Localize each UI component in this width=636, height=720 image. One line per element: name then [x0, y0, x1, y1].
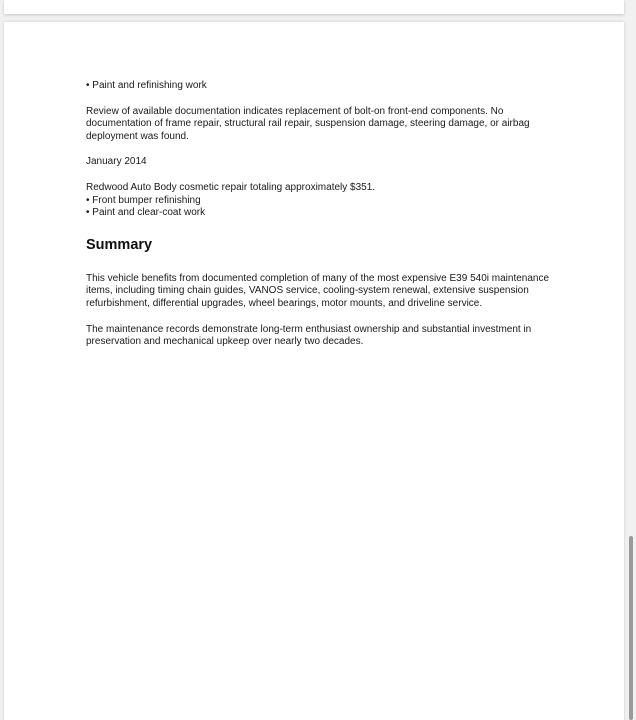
review-paragraph: Review of available documentation indicates replacement of bolt-on front-end components. No documentation of frame repair, structural rail repair, suspension damage, steering damage, or airbag deployment was found.: [86, 105, 530, 142]
vertical-scrollbar[interactable]: [628, 0, 634, 720]
bullet-front-bumper: • Front bumper refinishing: [86, 194, 201, 206]
date-entry: January 2014: [86, 156, 147, 168]
document-page: [4, 22, 624, 720]
repair-line: Redwood Auto Body cosmetic repair totaling approximately $351.: [86, 181, 376, 193]
summary-heading: Summary: [86, 236, 153, 253]
summary-paragraph-2: The maintenance records demonstrate long-term enthusiast ownership and substantial investment in preservation and mechanical upkeep over nearly two decades.: [86, 323, 532, 348]
previous-page-edge: [4, 0, 624, 14]
page-content: [86, 80, 556, 349]
summary-paragraph-1: This vehicle benefits from documented completion of many of the most expensive E39 540i maintenance items, including timing chain guides, VANOS service, cooling-system renewal, extensive suspension refurbishment, differential upgrades, wheel bearings, motor mounts, and driveline service.: [86, 272, 550, 309]
bullet-paint-refinishing: • Paint and refinishing work: [86, 80, 207, 91]
bullet-clear-coat: • Paint and clear-coat work: [86, 207, 206, 219]
scrollbar-thumb[interactable]: [629, 536, 633, 720]
